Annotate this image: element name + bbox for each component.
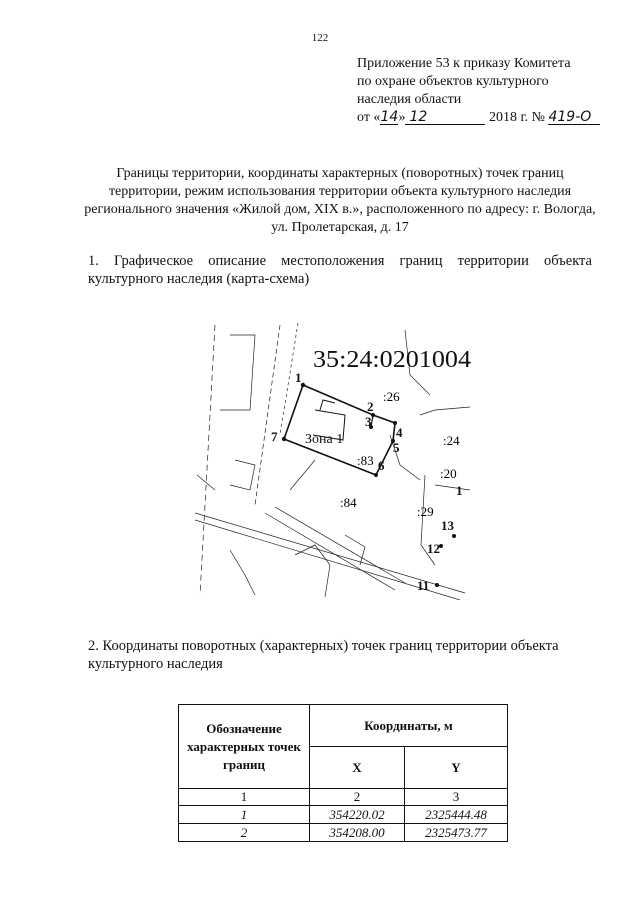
point-label-11: 11 — [417, 578, 430, 593]
point-label-5: 5 — [393, 440, 400, 455]
section-1-heading: 1. Графическое описание местоположения границ территории объекта культурного наследия (карта-схема) — [88, 253, 592, 287]
table-row — [179, 806, 508, 824]
x-cell: 354208.00 — [310, 824, 405, 842]
point-label-1-right: 1 — [456, 483, 463, 498]
x-cell: 354220.02 — [310, 806, 405, 824]
point-label-7: 7 — [271, 429, 278, 444]
document-title: Границы территории, координаты характерных (поворотных) точек границ территории, режим использования территории объекта культурного наследия регионального значения «Жилой дом, XIX в.», расположенного по адресу: г. Вологда, ул. Пролетарская, д. 17 — [84, 166, 596, 235]
numbering-cell: 1 — [179, 789, 310, 806]
parcel-26: :26 — [383, 389, 400, 404]
point-label-6: 6 — [378, 458, 385, 473]
y-cell: 2325473.77 — [405, 824, 508, 842]
header-x: X — [310, 747, 405, 789]
header-coordinates: Координаты, м — [310, 705, 508, 747]
parcel-29: :29 — [417, 504, 434, 519]
numbering-cell: 2 — [310, 789, 405, 806]
parcel-83: :83 — [357, 453, 374, 468]
parcel-20: :20 — [440, 466, 457, 481]
numbering-cell: 3 — [405, 789, 508, 806]
date-mid: » — [398, 110, 406, 125]
page-number: 122 — [311, 32, 329, 44]
point-label-3: 3 — [365, 414, 372, 429]
point-label-2: 2 — [367, 399, 374, 414]
y-cell: 2325444.48 — [405, 806, 508, 824]
point-label-12: 12 — [427, 541, 440, 556]
point-cell: 2 — [179, 824, 310, 842]
date-day: 14 — [380, 109, 399, 125]
order-number: 419-О — [548, 110, 600, 125]
zone-label: Зона 1 — [305, 432, 344, 447]
cadastral-block-label: 35:24:0201004 — [313, 347, 471, 373]
point-label-13: 13 — [441, 518, 454, 533]
approval-line-2: по охране объектов культурного — [357, 74, 549, 89]
numbering-row — [179, 789, 508, 806]
header-designation: Обозначение характерных точек границ — [179, 705, 310, 789]
section-2-heading: 2. Координаты поворотных (характерных) точек границ территории объекта культурного наследия — [88, 638, 559, 672]
date-month: 12 — [405, 110, 485, 125]
parcel-84: :84 — [340, 495, 357, 510]
header-y: Y — [405, 747, 508, 789]
point-label-1: 1 — [295, 370, 302, 385]
coordinates-table — [178, 704, 508, 842]
parcel-24: :24 — [443, 433, 460, 448]
point-label-4: 4 — [396, 425, 403, 440]
site-map — [195, 315, 475, 600]
date-prefix: от « — [357, 110, 381, 125]
approval-date-line — [357, 109, 600, 127]
table-row — [179, 824, 508, 842]
approval-block — [357, 55, 600, 127]
approval-line-3: наследия области — [357, 92, 462, 107]
point-cell: 1 — [179, 806, 310, 824]
year-text: 2018 г. № — [488, 110, 545, 125]
approval-line-1: Приложение 53 к приказу Комитета — [357, 56, 571, 71]
